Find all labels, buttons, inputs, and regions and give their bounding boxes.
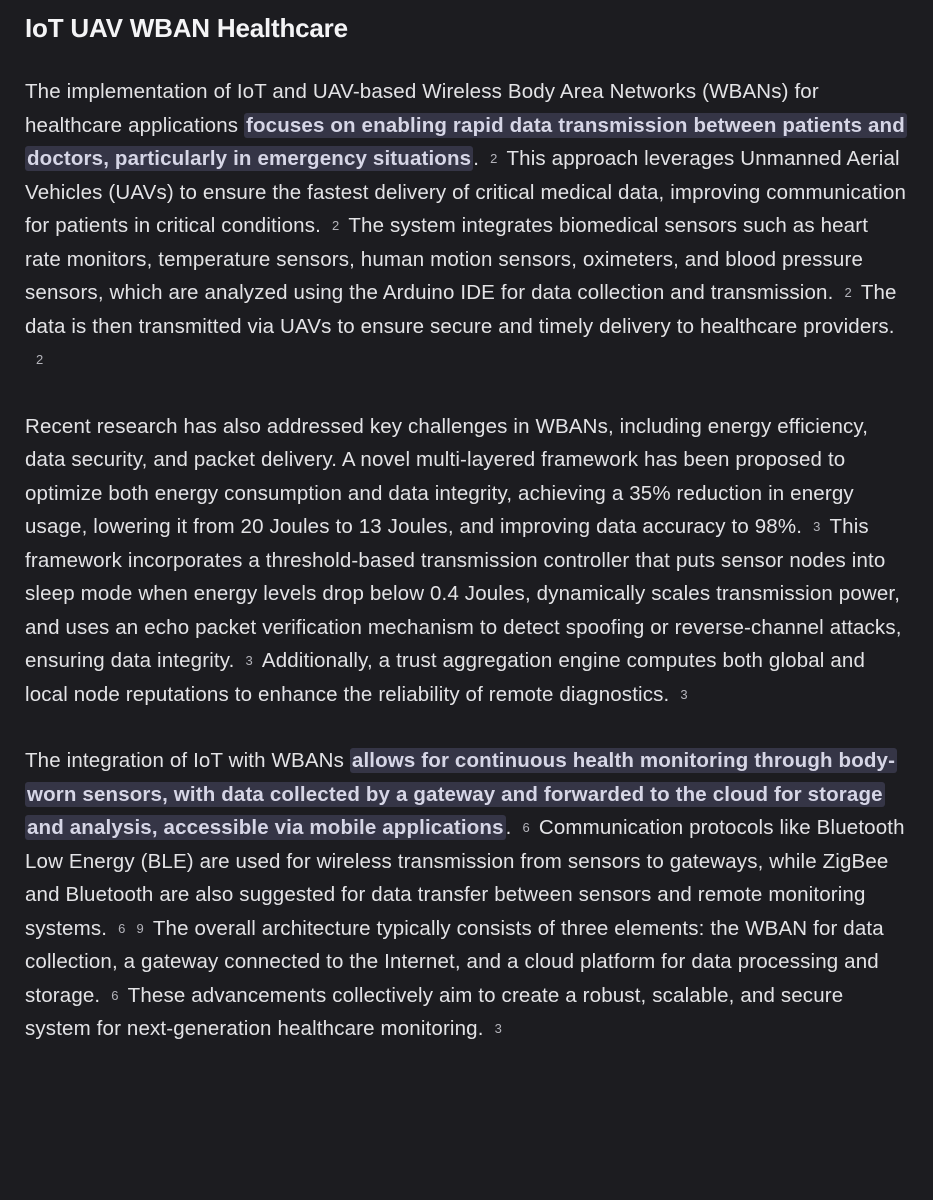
citation-marker[interactable]: 3 <box>680 686 688 702</box>
sentence-text: . <box>505 816 512 839</box>
sentence-text: This approach leverages Unmanned Aerial Vehicles (UAVs) to ensure the fastest delivery of critical medical data, improving communication for patients in critical conditions. <box>25 147 907 237</box>
paragraph-wban-overview <box>25 75 908 377</box>
citation-marker[interactable]: 2 <box>36 352 44 367</box>
citation-marker[interactable]: 6 <box>118 920 126 936</box>
citation-marker[interactable]: 9 <box>136 920 144 936</box>
citation-marker[interactable]: 3 <box>494 1021 502 1036</box>
page-title: IoT UAV WBAN Healthcare <box>25 13 348 43</box>
sentence-text: The overall architecture typically consists of three elements: the WBAN for data collection, a gateway connected to the Internet, and a cloud platform for data processing and storage. <box>25 916 884 1007</box>
sentence-text: Communication protocols like Bluetooth Low Energy (BLE) are used for wireless transmission from sensors to gateways, while ZigBee and Bluetooth are also suggested for data transfer between sensors and remote monitoring systems. <box>25 816 905 940</box>
paragraph-recent-research <box>25 410 908 712</box>
citation-marker[interactable]: 2 <box>490 151 498 166</box>
sentence-text: The system integrates biomedical sensors such as heart rate monitors, temperature sensors, human motion sensors, oximeters, and blood pressure sensors, which are analyzed using the Arduino IDE for data collection and transmission. <box>25 214 869 304</box>
highlighted-text: allows for continuous health monitoring through body-worn sensors, with data collected by a gateway and forwarded to the cloud for storage and analysis, accessible via mobile applications <box>27 749 896 839</box>
citation-marker[interactable]: 6 <box>522 820 530 835</box>
citation-marker[interactable]: 2 <box>331 218 340 233</box>
citation-marker[interactable]: 3 <box>813 519 821 534</box>
paragraph-iot-integration <box>25 744 908 1046</box>
sentence-text: The data is then transmitted via UAVs to ensure secure and timely delivery to healthcare providers. <box>25 281 897 338</box>
sentence-text: The implementation of IoT and UAV-based Wireless Body Area Networks (WBANs) for healthcare applications <box>25 80 819 137</box>
citation-marker[interactable]: 3 <box>245 653 253 668</box>
highlighted-text: focuses on enabling rapid data transmission between patients and doctors, particularly in emergency situations <box>27 113 905 170</box>
sentence-text: Additionally, a trust aggregation engine computes both global and local node reputations to enhance the reliability of remote diagnostics. <box>25 649 866 706</box>
citation-marker[interactable]: 2 <box>844 285 852 300</box>
sentence-text: Recent research has also addressed key challenges in WBANs, including energy efficiency, data security, and packet delivery. A novel multi-layered framework has been proposed to optimize both energy consumption and data integrity, achieving a 35% reduction in energy usage, lowering it from 20 Joules to 13 Joules, and improving data accuracy to 98%. <box>25 414 869 538</box>
citation-marker[interactable]: 6 <box>111 987 119 1003</box>
sentence-text: This framework incorporates a threshold-based transmission controller that puts sensor nodes into sleep mode when energy levels drop below 0.4 Joules, dynamically scales transmission power, and uses an echo packet verification mechanism to detect spoofing or reverse-channel attacks, ensuring data integrity. <box>25 515 902 672</box>
sentence-text: These advancements collectively aim to create a robust, scalable, and secure system for next-generation healthcare monitoring. <box>25 983 844 1040</box>
sentence-text: The integration of IoT with WBANs <box>25 749 350 772</box>
sentence-text: . <box>473 147 480 170</box>
